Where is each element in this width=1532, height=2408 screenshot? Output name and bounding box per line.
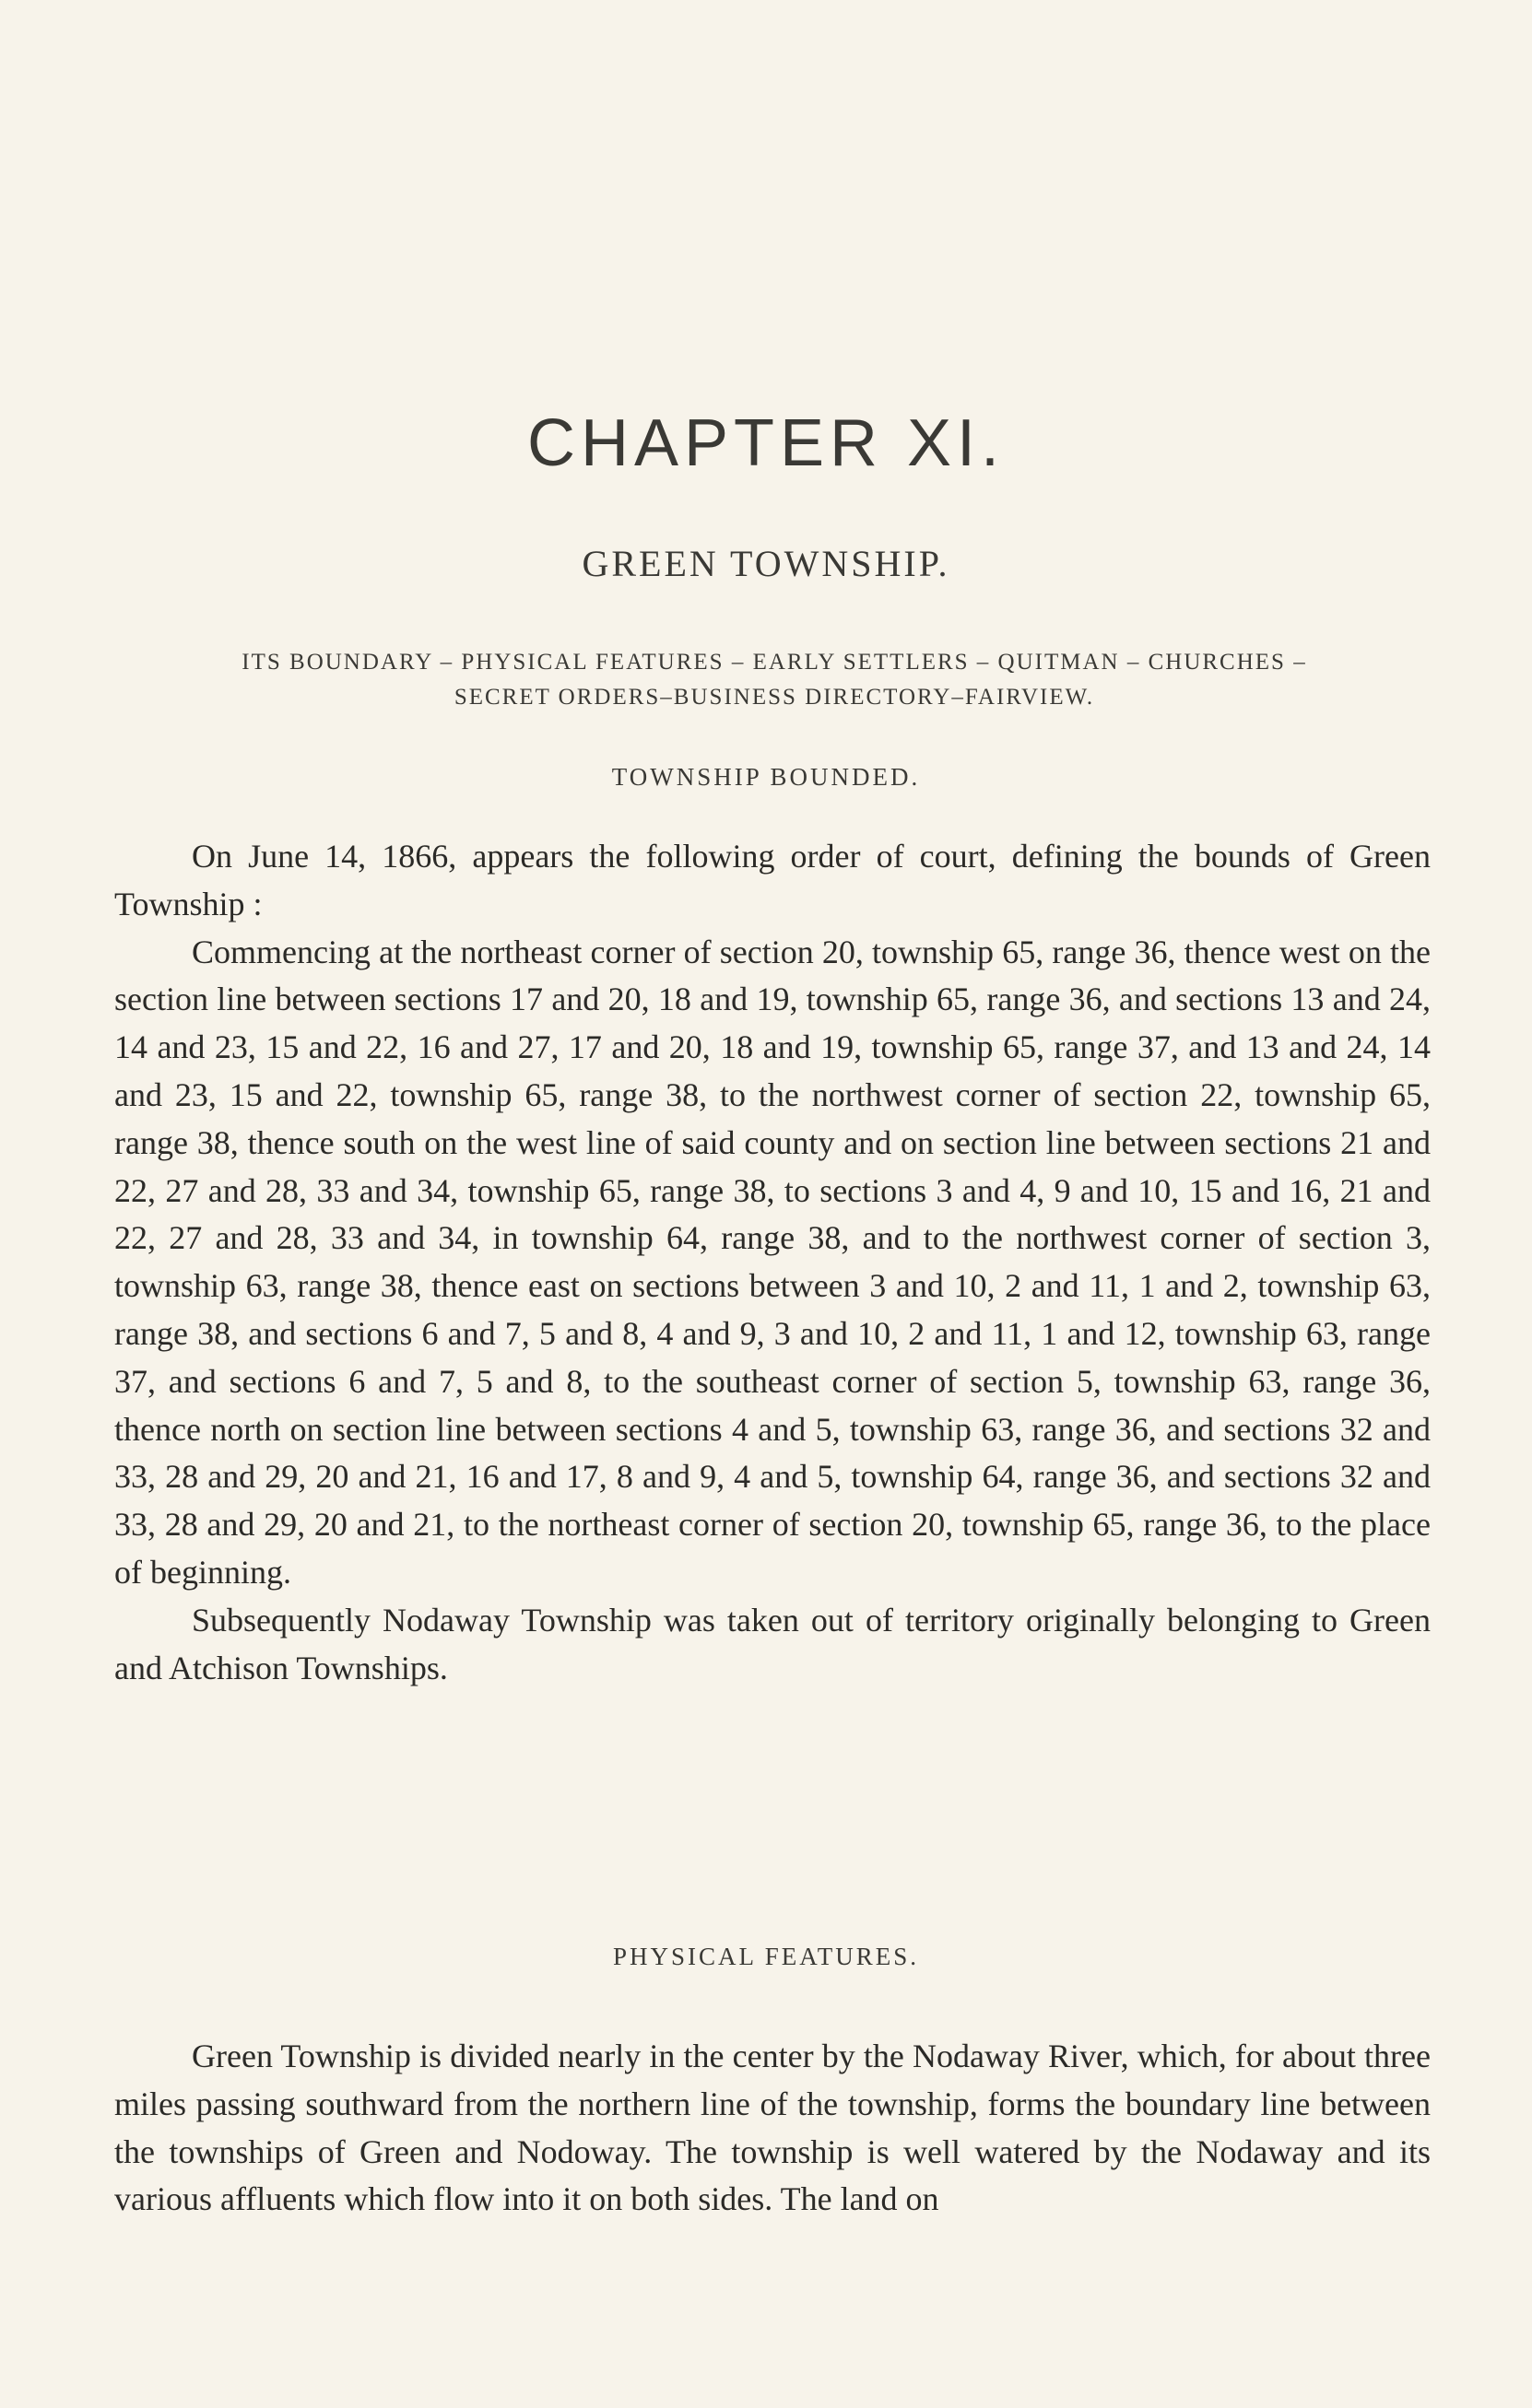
section-heading-township-bounded: TOWNSHIP BOUNDED. [611,763,921,791]
section-body-township-bounded [114,833,1431,1692]
summary-line-1: ITS BOUNDARY – PHYSICAL FEATURES – EARLY SETTLERS – QUITMAN – CHURCHES – [242,650,1307,675]
chapter-title: CHAPTER XI. [526,406,1006,480]
paragraph: Subsequently Nodaway Township was taken out of territory originally belonging to Green and Atchison Townships. [114,1601,1431,1686]
chapter-summary [111,645,1438,715]
paragraph: Green Township is divided nearly in the center by the Nodaway River, which, for about three miles passing southward from the northern line of the township, forms the boundary line between the townships of Green and Nodoway. The township is well watered by the Nodaway and its various affluents which flow into it on both sides. The land on [114,2038,1431,2218]
section-heading-physical-features: PHYSICAL FEATURES. [612,1943,920,1970]
paragraph: Commencing at the northeast corner of section 20, township 65, range 36, thence west on the section line between sections 17 and 20, 18 and 19, township 65, range 36, and sections 13 and 24, 14 and 23, 15 and 22, 16 and 27, 17 and 20, 18 and 19, township 65, range 37, and 13 and 24, 14 and 23, 15 and 22, township 65, range 38, to the northwest corner of section 22, township 65, range 38, thence south on the west line of said county and on section line between sections 21 and 22, 27 and 28, 33 and 34, township 65, range 38, to sections 3 and 4, 9 and 10, 15 and 16, 21 and 22, 27 and 28, 33 and 34, in township 64, range 38, and to the northwest corner of section 3, township 63, range 38, thence east on sections between 3 and 10, 2 and 11, 1 and 2, township 63, range 38, and sections 6 and 7, 5 and 8, 4 and 9, 3 and 10, 2 and 11, 1 and 12, township 63, range 37, and sections 6 and 7, 5 and 8, to the southeast corner of section 5, township 63, range 36, thence north on section line between sections 4 and 5, township 63, range 36, and sections 32 and 33, 28 and 29, 20 and 21, 16 and 17, 8 and 9, 4 and 5, township 64, range 36, and sections 32 and 33, 28 and 29, 20 and 21, to the northeast corner of section 20, township 65, range 36, to the place of beginning. [114,933,1431,1591]
summary-line-2: SECRET ORDERS–BUSINESS DIRECTORY–FAIRVIEW. [454,685,1095,710]
section-body-physical-features [114,2033,1431,2224]
chapter-subtitle: GREEN TOWNSHIP. [582,543,950,584]
paragraph: On June 14, 1866, appears the following order of court, defining the bounds of Green Township : [114,838,1431,922]
